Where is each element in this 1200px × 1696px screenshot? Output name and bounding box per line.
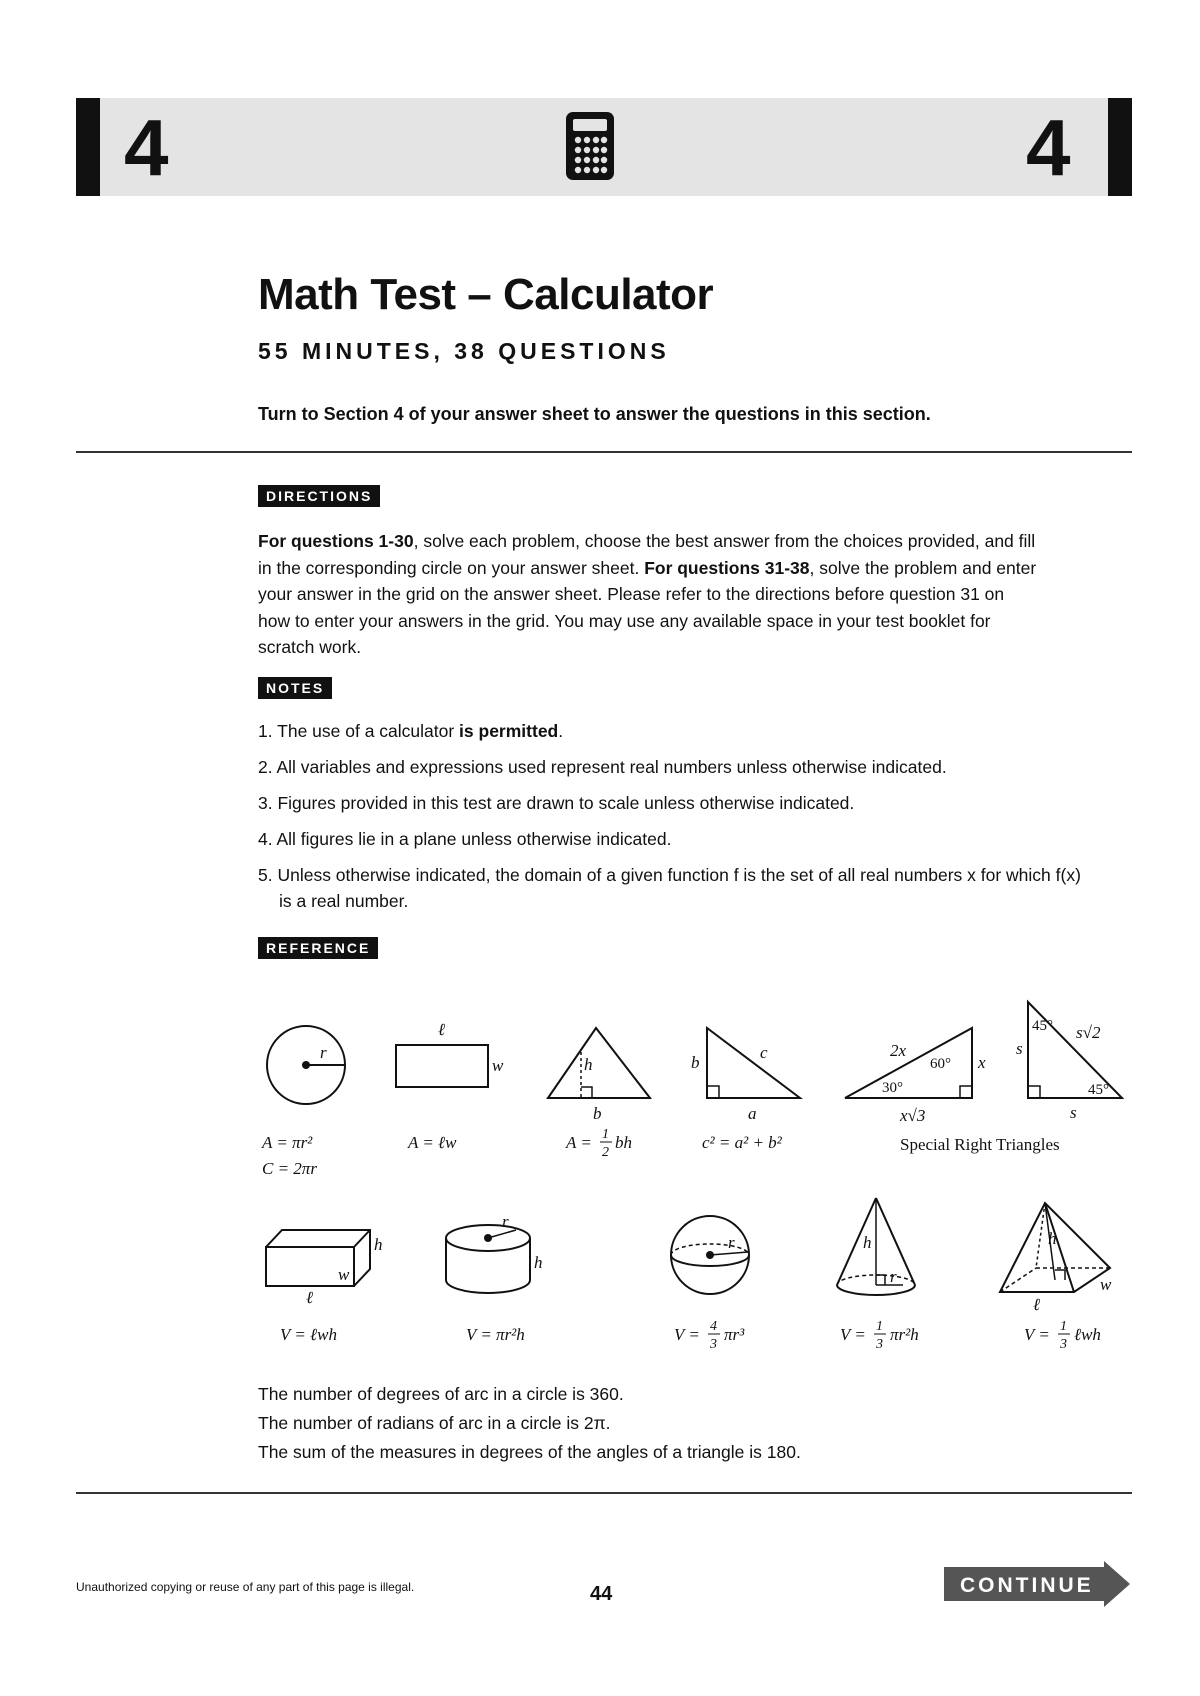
note-2: 2. All variables and expressions used represent real numbers unless otherwise indicated.: [258, 757, 947, 777]
label-rt-a: a: [748, 1104, 757, 1123]
directions-q1-label: For questions 1-30: [258, 531, 414, 551]
note-3: 3. Figures provided in this test are drawn to scale unless otherwise indicated.: [258, 793, 855, 813]
header-bar-right: [1108, 98, 1132, 196]
directions-tag: DIRECTIONS: [258, 485, 380, 507]
divider-bottom: [76, 1492, 1132, 1494]
label-tri-b: b: [593, 1104, 602, 1123]
continue-button[interactable]: [944, 1561, 1130, 1607]
formula-tri-den: 2: [602, 1145, 609, 1160]
calculator-icon: [566, 112, 614, 180]
label-rt-c: c: [760, 1043, 768, 1062]
label-s-left: s: [1016, 1039, 1023, 1058]
formula-sphere-num: 4: [710, 1319, 717, 1334]
label-2x: 2x: [890, 1041, 907, 1060]
label-pyr-l: ℓ: [1033, 1295, 1041, 1314]
note-5: 5. Unless otherwise indicated, the domain of a given function f is the set of all real numbers x for which f(x) is a real number.: [258, 865, 1081, 911]
label-x-root3: x√3: [900, 1106, 926, 1125]
formula-pythagorean: c² = a² + b²: [702, 1133, 782, 1152]
reference-tag: REFERENCE: [258, 937, 378, 959]
formula-cone-pre: V =: [840, 1325, 866, 1344]
continue-label: CONTINUE: [960, 1574, 1094, 1597]
formula-pyramid-num: 1: [1060, 1319, 1067, 1334]
special-right-triangles-label: Special Right Triangles: [900, 1135, 1060, 1154]
formula-cone-num: 1: [876, 1319, 883, 1334]
label-60: 60°: [930, 1056, 951, 1072]
notes-list: [258, 718, 1088, 924]
directions-q2-label: For questions 31-38: [644, 557, 810, 578]
formula-tri-post: bh: [615, 1133, 632, 1152]
formula-pyramid-den: 3: [1060, 1337, 1067, 1352]
label-cyl-r: r: [502, 1212, 509, 1231]
label-circle-r: r: [320, 1043, 327, 1062]
label-rt-b: b: [691, 1053, 700, 1072]
reference-fact-2: The number of radians of arc in a circle is 2π.: [258, 1413, 611, 1433]
page-subtitle: 55 MINUTES, 38 QUESTIONS: [258, 338, 670, 364]
note-1: 1. The use of a calculator is permitted.: [258, 721, 564, 741]
formula-pyramid-post: ℓwh: [1074, 1325, 1101, 1344]
label-45-right: 45°: [1088, 1082, 1109, 1098]
label-rect-w: w: [492, 1056, 504, 1075]
label-cone-r: r: [890, 1267, 897, 1286]
notes-tag: NOTES: [258, 677, 332, 699]
label-x: x: [978, 1053, 986, 1072]
label-rect-l: ℓ: [438, 1020, 446, 1039]
formula-rect-area: A = ℓw: [408, 1133, 457, 1152]
label-45-top: 45°: [1032, 1018, 1053, 1034]
label-box-l: ℓ: [306, 1288, 314, 1307]
divider-top: [76, 451, 1132, 453]
label-cone-h: h: [863, 1233, 872, 1252]
label-box-h: h: [374, 1235, 383, 1254]
formula-cone-den: 3: [876, 1337, 883, 1352]
reference-fact-3: The sum of the measures in degrees of the angles of a triangle is 180.: [258, 1442, 801, 1462]
formula-cylinder-volume: V = πr²h: [466, 1325, 525, 1344]
page-number: 44: [590, 1583, 613, 1605]
formula-box-volume: V = ℓwh: [280, 1325, 337, 1344]
formula-circle-area: A = πr²: [262, 1133, 313, 1152]
label-pyr-w: w: [1100, 1275, 1112, 1294]
formula-tri-pre: A =: [566, 1133, 592, 1152]
label-s-root2: s√2: [1076, 1023, 1101, 1042]
section-number-left: 4: [124, 103, 169, 192]
formula-cone-post: πr²h: [890, 1325, 919, 1344]
formula-tri-num: 1: [602, 1127, 609, 1142]
header-bar-left: [76, 98, 100, 196]
label-tri-h: h: [584, 1055, 593, 1074]
label-pyr-h: h: [1048, 1229, 1057, 1248]
label-cyl-h: h: [534, 1253, 543, 1272]
formula-circle-circumference: C = 2πr: [262, 1159, 317, 1178]
note-4: 4. All figures lie in a plane unless otherwise indicated.: [258, 829, 672, 849]
page-title: Math Test – Calculator: [258, 270, 714, 319]
directions-q1-text: , solve each problem, choose the best answer from the choices provided, and fill in the corresponding circle on your answer sheet.: [258, 531, 1036, 578]
formula-sphere-post: πr³: [724, 1325, 745, 1344]
label-s-bottom: s: [1070, 1103, 1077, 1122]
directions-q2-text: , solve the problem and enter your answer in the grid on the answer sheet. Please refer to the directions before question 31 on how to enter your answers in the grid. You may use any available space in your test booklet for scratch work.: [258, 557, 1037, 657]
label-box-w: w: [338, 1265, 350, 1284]
section-number-right: 4: [1026, 103, 1071, 192]
formula-sphere-pre: V =: [674, 1325, 700, 1344]
directions-text: [258, 528, 1038, 661]
reference-fact-1: The number of degrees of arc in a circle is 360.: [258, 1384, 624, 1404]
copyright-notice: Unauthorized copying or reuse of any part of this page is illegal.: [76, 1580, 415, 1594]
answer-sheet-instruction: Turn to Section 4 of your answer sheet to answer the questions in this section.: [258, 404, 931, 424]
label-sph-r: r: [728, 1233, 735, 1252]
formula-sphere-den: 3: [710, 1337, 717, 1352]
formula-pyramid-pre: V =: [1024, 1325, 1050, 1344]
reference-figures: [250, 990, 1130, 1360]
label-30: 30°: [882, 1080, 903, 1096]
